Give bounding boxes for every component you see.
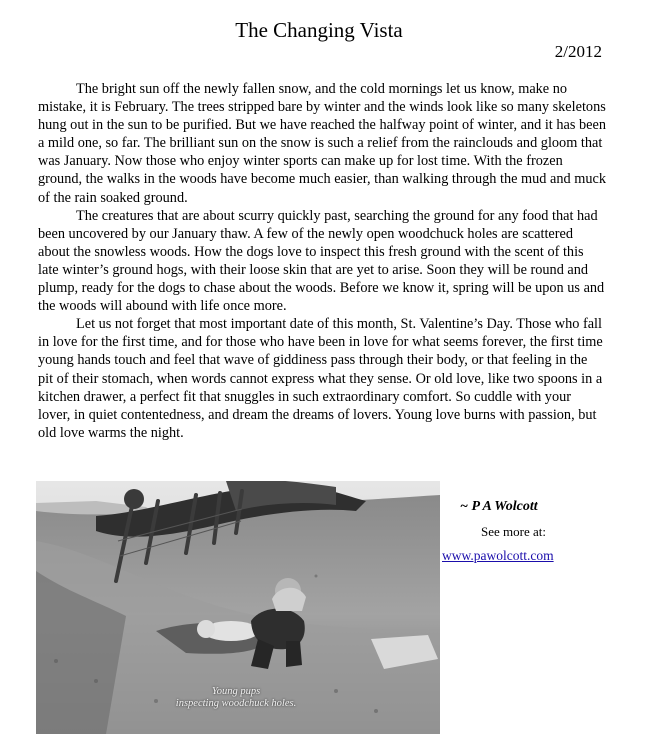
website-link[interactable]: www.pawolcott.com	[442, 548, 554, 563]
paragraph: Let us not forget that most important date of this month, St. Valentine’s Day. Those who fall in love for the first time, and for those who have been in love for what seems forever, the first time young hands touch and feel that wave of giddiness pass through their body, or that feeling in the pit of their stomach, when words cannot express what they sense. Or old love, like two spoons in a kitchen drawer, a perfect fit that snuggles in such extraordinary comfort. So cuddle with your lover, in quiet contentedness, and dream the dreams of lovers. Young love burns with passion, but old love warms the night.	[38, 316, 603, 441]
photo-children-and-dog	[36, 481, 440, 734]
article-title: The Changing Vista	[235, 18, 403, 42]
paragraph: The bright sun off the newly fallen snow, and the cold mornings let us know, make no mistake, it is February. The trees stripped bare by winter and the winds look like so many skeletons hung out in the sun to be purified. But we have reached the halfway point of winter, and it has been a mild one, so far. The brilliant sun on the snow is such a relief from the rainclouds and gloom that was January. Now those who enjoy winter sports can make up for lost time. With the frozen ground, the walks in the woods have become much easier, than walking through the mud and muck of the rain soaked ground.	[38, 81, 606, 206]
paragraph: The creatures that are about scurry quickly past, searching the ground for any food that had been uncovered by our January thaw. A few of the newly open woodchuck holes are scattered about the snowless woods. How the dogs love to inspect this fresh ground with the scent of this late winter’s ground hogs, with their loose skin that are yet to arise. Soon they will be round and plump, ready for the dogs to chase about the woods. Before we know it, spring will be upon us and the woods will abound with life once more.	[38, 207, 605, 315]
article-body	[38, 80, 606, 442]
article-date: 2/2012	[554, 42, 602, 61]
see-more-label: See more at:	[481, 524, 546, 539]
author-signature: ~ P A Wolcott	[460, 499, 538, 514]
photo-caption: Young pups inspecting woodchuck holes.	[175, 686, 297, 709]
